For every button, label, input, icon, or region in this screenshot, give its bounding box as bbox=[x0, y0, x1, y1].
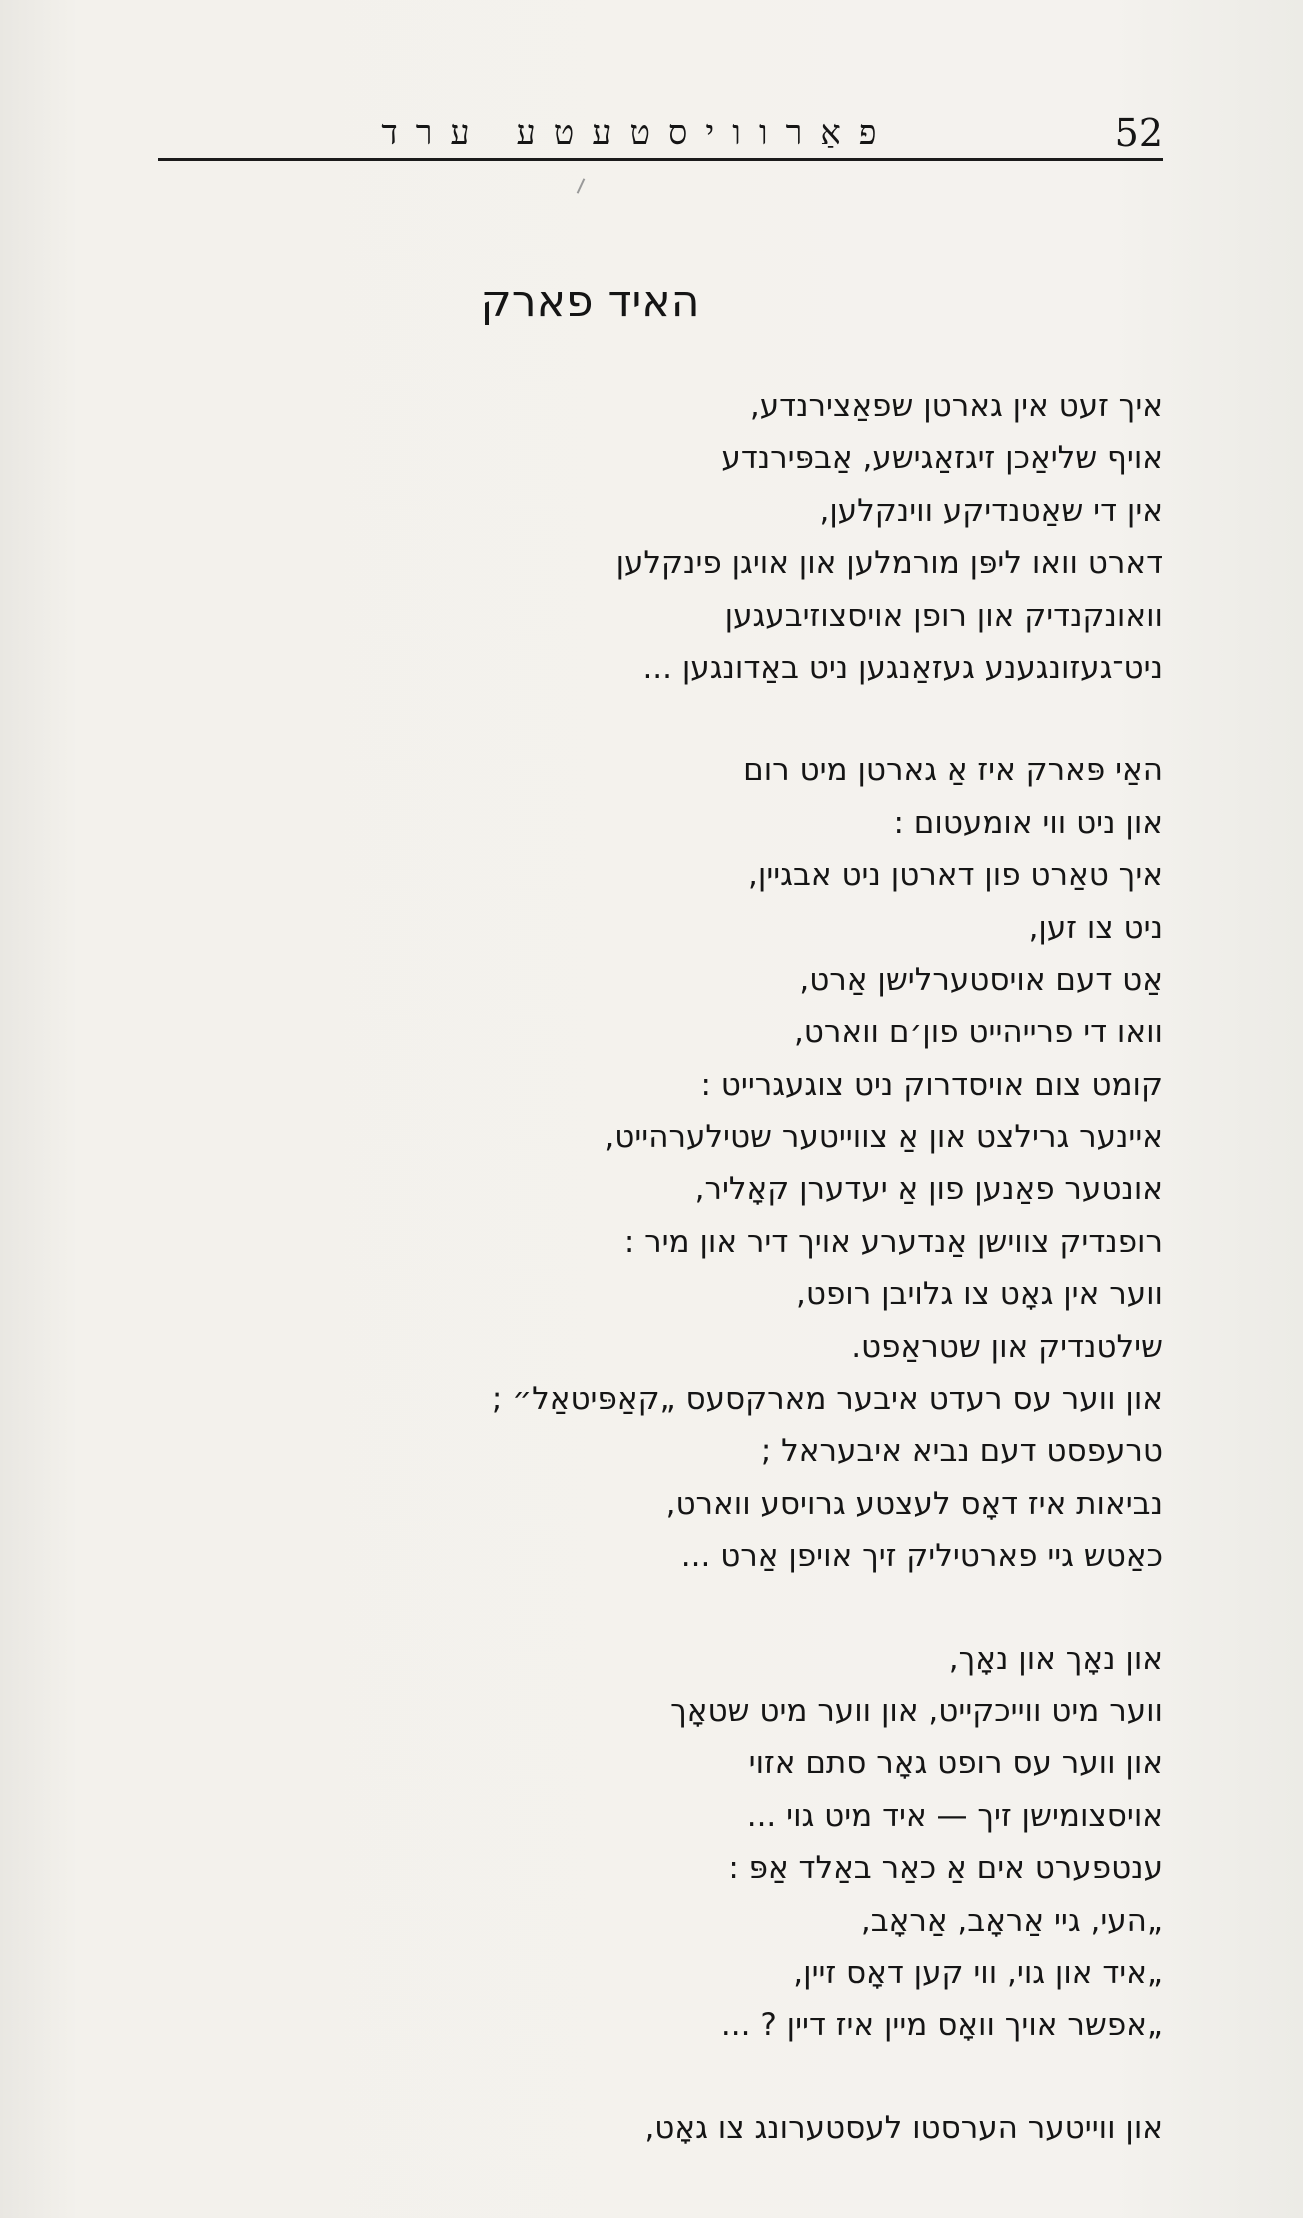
poem-line: טרעפסט דעם נביא איבעראל ; bbox=[760, 1433, 1163, 1470]
poem-line: ניט צו זען, bbox=[1028, 909, 1163, 946]
poem-line: קומט צום אויסדרוק ניט צוגעגרייט : bbox=[700, 1066, 1163, 1103]
page-header bbox=[158, 108, 1163, 158]
stanza bbox=[263, 2102, 1163, 2154]
poem-line: ווער מיט ווייכקייט, און ווער מיט שטאָך bbox=[670, 1692, 1163, 1729]
poem-line: ווער אין גאָט צו גלויבן רופט, bbox=[795, 1276, 1163, 1313]
header-rule bbox=[158, 158, 1163, 161]
poem-line: כאַטש גיי פארטיליק זיך אויפן אַרט ... bbox=[680, 1538, 1163, 1575]
poem-line: איינער גרילצט און אַ צווייטער שטילערהייט, bbox=[604, 1119, 1163, 1156]
page-number: 52 bbox=[1114, 111, 1163, 155]
poem-title: האיד פארק bbox=[480, 276, 700, 327]
poem-line: רופנדיק צווישן אַנדערע אויך דיר און מיר : bbox=[623, 1223, 1163, 1260]
poem-line: איך טאַרט פון דארטן ניט אבגיין, bbox=[748, 857, 1163, 894]
poem-line: נביאות איז דאָס לעצטע גרויסע ווארט, bbox=[665, 1485, 1163, 1522]
paper-speck bbox=[577, 178, 586, 193]
poem-line: אויף שליאַכן זיגזאַגישע, אַבפּירנדע bbox=[721, 440, 1163, 477]
poem-line: דארט וואו ליפּן מורמלען און אויגן פינקלען bbox=[615, 545, 1163, 582]
poem-line: איך זעט אין גארטן שפאַצירנדע, bbox=[749, 388, 1163, 424]
stanza bbox=[263, 380, 1163, 694]
poem-line: אויסצומישן זיך — איד מיט גוי ... bbox=[746, 1797, 1163, 1834]
running-title: פאַרוויסטעטע ערד bbox=[381, 113, 895, 153]
poem-line: און ווער עס רופט גאָר סתם אזוי bbox=[748, 1745, 1163, 1782]
poem-line: און ווייטער הערסטו לעסטערונג צו גאָט, bbox=[644, 2109, 1163, 2146]
poem-line: און ווער עס רעדט איבער מארקסעס „קאַפּיטאַל״ ; bbox=[491, 1381, 1163, 1418]
poem-line: „העי, גיי אַראָב, אַראָב, bbox=[860, 1902, 1163, 1939]
stanza bbox=[263, 744, 1163, 1582]
poem-line: ניט־געזונגענע געזאַנגען ניט באַדונגען ... bbox=[642, 649, 1163, 686]
poem-line: שילטנדיק און שטראַפט. bbox=[851, 1328, 1163, 1365]
stanza-gap bbox=[263, 694, 1163, 744]
poem-line: און נאָך און נאָך, bbox=[948, 1640, 1163, 1677]
poem-body bbox=[263, 380, 1163, 2154]
stanza-gap bbox=[263, 2052, 1163, 2102]
poem-line: און ניט ווי אומעטום : bbox=[893, 804, 1163, 841]
poem-line: אַט דעם אויסטערלישן אַרט, bbox=[799, 961, 1163, 998]
poem-line: וואונקנדיק און רופן אויסצוזיבעגען bbox=[724, 597, 1163, 634]
poem-line: ענטפערט אים אַ כאַר באַלד אַפּ : bbox=[728, 1850, 1163, 1887]
stanza bbox=[263, 1633, 1163, 2052]
poem-line: וואו די פרייהייט פון׳ם ווארט, bbox=[793, 1014, 1163, 1051]
poem-line: „איד און גוי, ווי קען דאָס זיין, bbox=[793, 1954, 1163, 1991]
poem-line: אין די שאַטנדיקע ווינקלען, bbox=[819, 492, 1163, 529]
poem-line: אונטער פאַנען פון אַ יעדערן קאָליר, bbox=[694, 1171, 1163, 1208]
poem-line: „אפשר אויך וואָס מיין איז דיין ? ... bbox=[720, 2007, 1163, 2044]
stanza-gap bbox=[263, 1583, 1163, 1633]
poem-line: האַי פּארק איז אַ גארטן מיט רום bbox=[743, 752, 1163, 789]
